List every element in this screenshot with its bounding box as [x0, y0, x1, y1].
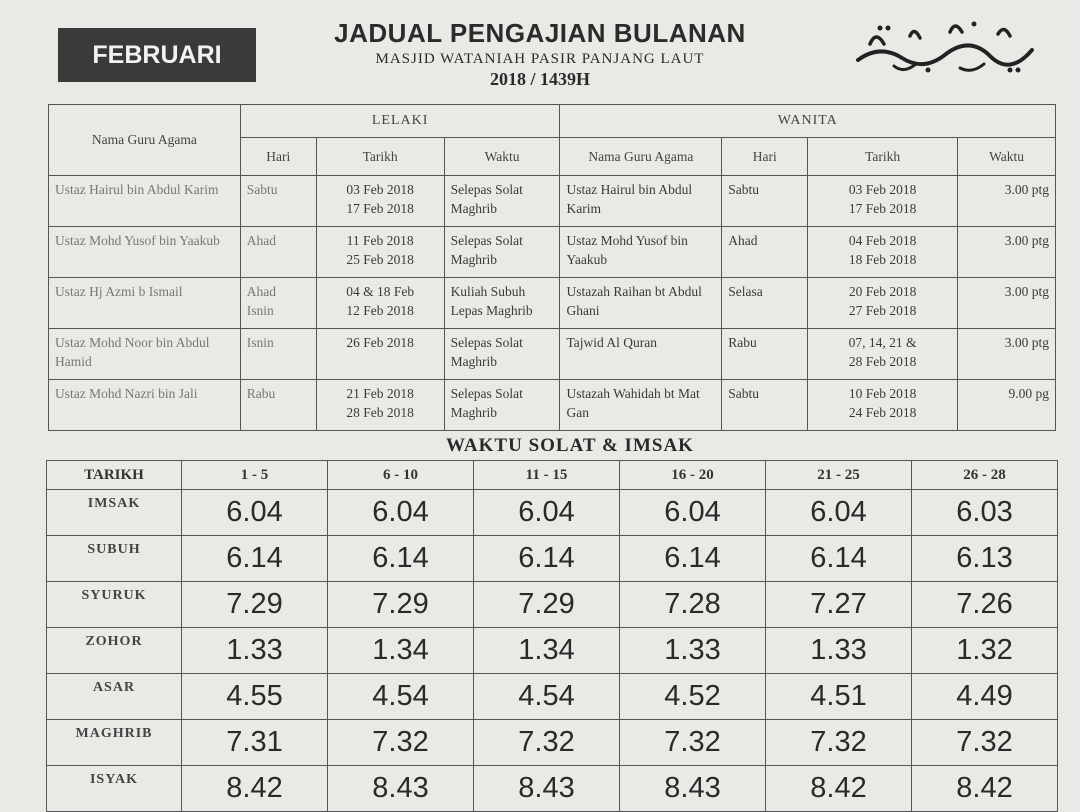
prayer-time-cell: 8.42 — [912, 766, 1058, 812]
prayer-times-table — [46, 460, 1058, 812]
prayer-time-cell: 6.03 — [912, 490, 1058, 536]
prayer-label: ASAR — [47, 674, 182, 720]
men-date-cell: 03 Feb 2018 17 Feb 2018 — [316, 176, 444, 227]
prayer-row — [47, 628, 1058, 674]
men-date-cell: 04 & 18 Feb 12 Feb 2018 — [316, 278, 444, 329]
header-date-corner: TARIKH — [47, 461, 182, 490]
prayer-time-cell: 6.14 — [182, 536, 328, 582]
women-day-cell: Selasa — [722, 278, 808, 329]
women-date-cell: 04 Feb 2018 18 Feb 2018 — [808, 227, 958, 278]
women-date-cell: 03 Feb 2018 17 Feb 2018 — [808, 176, 958, 227]
women-teacher-name-cell: Ustaz Hairul bin Abdul Karim — [560, 176, 722, 227]
women-date-cell: 20 Feb 2018 27 Feb 2018 — [808, 278, 958, 329]
prayer-time-cell: 8.43 — [620, 766, 766, 812]
header-men-day: Hari — [240, 138, 316, 176]
prayer-time-cell: 6.04 — [766, 490, 912, 536]
class-schedule-table — [48, 104, 1056, 431]
women-day-cell: Ahad — [722, 227, 808, 278]
prayer-row — [47, 766, 1058, 812]
men-teacher-name-cell: Ustaz Hj Azmi b Ismail — [49, 278, 241, 329]
men-time-cell: Selepas Solat Maghrib — [444, 227, 560, 278]
header-men: LELAKI — [240, 105, 560, 138]
prayer-time-cell: 6.13 — [912, 536, 1058, 582]
prayer-row — [47, 536, 1058, 582]
prayer-label: SYURUK — [47, 582, 182, 628]
men-date-cell: 11 Feb 2018 25 Feb 2018 — [316, 227, 444, 278]
header-range: 1 - 5 — [182, 461, 328, 490]
prayer-time-cell: 4.51 — [766, 674, 912, 720]
women-teacher-name-cell: Tajwid Al Quran — [560, 329, 722, 380]
men-day-cell: Sabtu — [240, 176, 316, 227]
prayer-time-cell: 7.32 — [474, 720, 620, 766]
prayer-time-cell: 7.31 — [182, 720, 328, 766]
prayer-row — [47, 490, 1058, 536]
year-label: 2018 / 1439H — [489, 69, 590, 89]
prayer-row — [47, 720, 1058, 766]
men-teacher-name-cell: Ustaz Mohd Yusof bin Yaakub — [49, 227, 241, 278]
men-time-cell: Selepas Solat Maghrib — [444, 176, 560, 227]
prayer-time-cell: 8.42 — [182, 766, 328, 812]
prayer-row — [47, 582, 1058, 628]
men-teacher-name-cell: Ustaz Mohd Noor bin Abdul Hamid — [49, 329, 241, 380]
prayer-time-cell: 1.32 — [912, 628, 1058, 674]
women-day-cell: Sabtu — [722, 380, 808, 431]
prayer-time-cell: 6.14 — [474, 536, 620, 582]
header-teacher-name: Nama Guru Agama — [49, 105, 241, 176]
prayer-time-cell: 4.54 — [328, 674, 474, 720]
prayer-time-cell: 7.29 — [328, 582, 474, 628]
prayer-time-cell: 7.27 — [766, 582, 912, 628]
prayer-time-cell: 6.14 — [766, 536, 912, 582]
prayer-time-cell: 4.49 — [912, 674, 1058, 720]
prayer-time-cell: 7.28 — [620, 582, 766, 628]
prayer-time-cell: 1.34 — [328, 628, 474, 674]
prayer-time-cell: 7.26 — [912, 582, 1058, 628]
prayer-time-cell: 8.43 — [328, 766, 474, 812]
header-range: 11 - 15 — [474, 461, 620, 490]
prayer-time-cell: 7.32 — [328, 720, 474, 766]
header-women-time: Waktu — [958, 138, 1056, 176]
prayer-label: ZOHOR — [47, 628, 182, 674]
men-date-cell: 21 Feb 2018 28 Feb 2018 — [316, 380, 444, 431]
prayer-time-cell: 6.04 — [328, 490, 474, 536]
women-time-cell: 3.00 ptg — [958, 227, 1056, 278]
men-time-cell: Selepas Solat Maghrib — [444, 380, 560, 431]
prayer-time-cell: 1.34 — [474, 628, 620, 674]
prayer-time-cell: 6.04 — [474, 490, 620, 536]
women-teacher-name-cell: Ustazah Raihan bt Abdul Ghani — [560, 278, 722, 329]
prayer-time-cell: 8.42 — [766, 766, 912, 812]
prayer-label: IMSAK — [47, 490, 182, 536]
page-title: JADUAL PENGAJIAN BULANAN — [334, 18, 746, 48]
prayer-time-cell: 6.14 — [328, 536, 474, 582]
header-men-date: Tarikh — [316, 138, 444, 176]
prayer-time-cell: 4.55 — [182, 674, 328, 720]
prayer-row — [47, 674, 1058, 720]
prayer-label: SUBUH — [47, 536, 182, 582]
schedule-row — [49, 278, 1056, 329]
header-women-day: Hari — [722, 138, 808, 176]
men-day-cell: Ahad Isnin — [240, 278, 316, 329]
women-date-cell: 10 Feb 2018 24 Feb 2018 — [808, 380, 958, 431]
header-men-time: Waktu — [444, 138, 560, 176]
header-women-teacher: Nama Guru Agama — [560, 138, 722, 176]
women-time-cell: 3.00 ptg — [958, 278, 1056, 329]
men-teacher-name-cell: Ustaz Mohd Nazri bin Jali — [49, 380, 241, 431]
prayer-time-cell: 7.32 — [620, 720, 766, 766]
mosque-name: MASJID WATANIAH PASIR PANJANG LAUT — [375, 51, 705, 67]
women-time-cell: 9.00 pg — [958, 380, 1056, 431]
prayer-time-cell: 7.29 — [182, 582, 328, 628]
prayer-label: MAGHRIB — [47, 720, 182, 766]
women-teacher-name-cell: Ustazah Wahidah bt Mat Gan — [560, 380, 722, 431]
title-block — [300, 18, 780, 90]
prayer-time-cell: 1.33 — [620, 628, 766, 674]
women-day-cell: Sabtu — [722, 176, 808, 227]
header-women-date: Tarikh — [808, 138, 958, 176]
prayer-time-cell: 7.32 — [912, 720, 1058, 766]
schedule-row — [49, 227, 1056, 278]
women-day-cell: Rabu — [722, 329, 808, 380]
prayer-time-cell: 6.14 — [620, 536, 766, 582]
header-range: 16 - 20 — [620, 461, 766, 490]
schedule-row — [49, 329, 1056, 380]
header-range: 6 - 10 — [328, 461, 474, 490]
men-time-cell: Selepas Solat Maghrib — [444, 329, 560, 380]
prayer-time-cell: 7.32 — [766, 720, 912, 766]
prayer-time-cell: 4.54 — [474, 674, 620, 720]
prayer-time-cell: 4.52 — [620, 674, 766, 720]
men-time-cell: Kuliah Subuh Lepas Maghrib — [444, 278, 560, 329]
mosque-calligraphy-logo — [850, 14, 1040, 78]
men-day-cell: Ahad — [240, 227, 316, 278]
women-teacher-name-cell: Ustaz Mohd Yusof bin Yaakub — [560, 227, 722, 278]
prayer-time-cell: 8.43 — [474, 766, 620, 812]
prayer-time-cell: 7.29 — [474, 582, 620, 628]
men-day-cell: Rabu — [240, 380, 316, 431]
men-date-cell: 26 Feb 2018 — [316, 329, 444, 380]
calligraphy-logo-icon — [850, 14, 1040, 78]
prayer-times-title: WAKTU SOLAT & IMSAK — [446, 435, 694, 456]
women-date-cell: 07, 14, 21 & 28 Feb 2018 — [808, 329, 958, 380]
prayer-time-cell: 6.04 — [620, 490, 766, 536]
header-range: 21 - 25 — [766, 461, 912, 490]
women-time-cell: 3.00 ptg — [958, 176, 1056, 227]
prayer-label: ISYAK — [47, 766, 182, 812]
month-badge: FEBRUARI — [58, 28, 256, 82]
men-teacher-name-cell: Ustaz Hairul bin Abdul Karim — [49, 176, 241, 227]
prayer-time-cell: 6.04 — [182, 490, 328, 536]
men-day-cell: Isnin — [240, 329, 316, 380]
header-range: 26 - 28 — [912, 461, 1058, 490]
women-time-cell: 3.00 ptg — [958, 329, 1056, 380]
header-women: WANITA — [560, 105, 1056, 138]
schedule-row — [49, 176, 1056, 227]
schedule-row — [49, 380, 1056, 431]
prayer-time-cell: 1.33 — [182, 628, 328, 674]
prayer-time-cell: 1.33 — [766, 628, 912, 674]
